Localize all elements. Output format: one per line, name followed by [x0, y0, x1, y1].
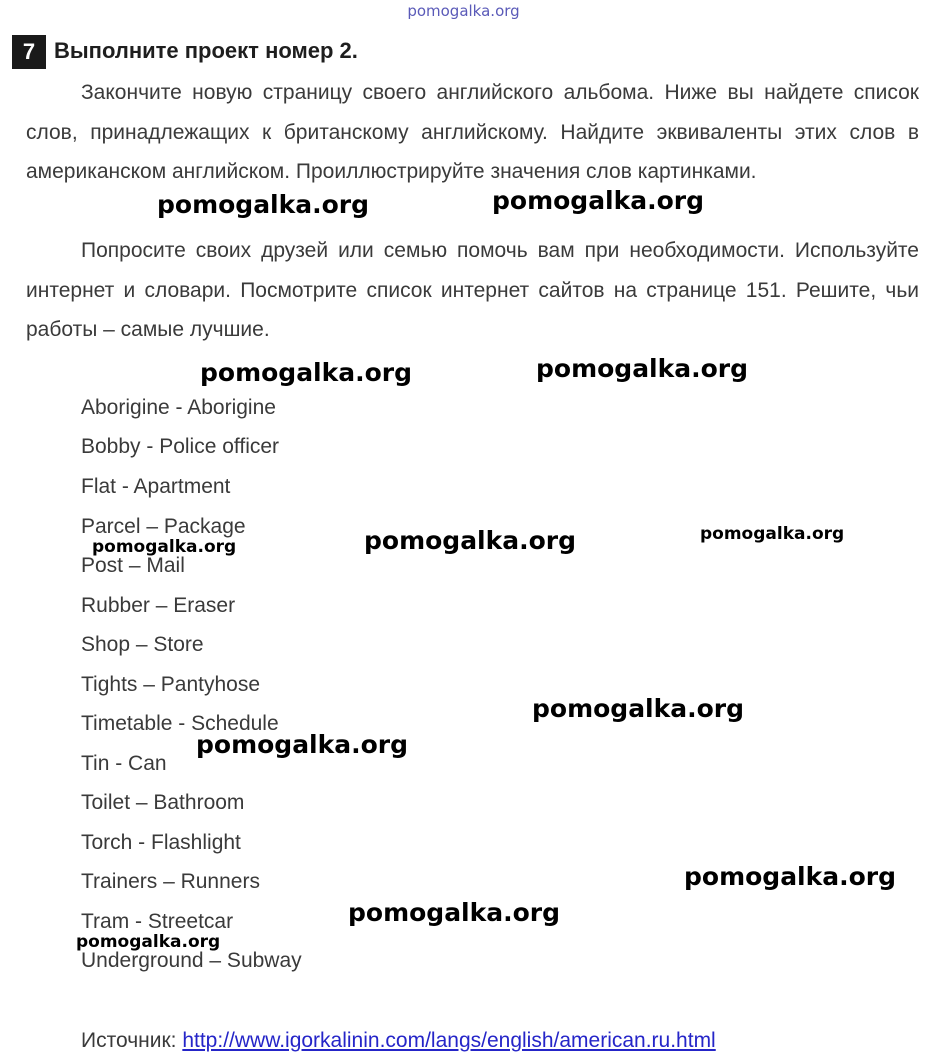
task-number-badge: 7 [12, 35, 46, 69]
watermark: pomogalka.org [684, 862, 897, 891]
list-item: Trainers – Runners [81, 870, 260, 893]
source-label: Источник: [81, 1029, 177, 1052]
watermark: pomogalka.org [532, 694, 745, 723]
watermark: pomogalka.org [157, 190, 370, 219]
list-item: Tram - Streetcar [81, 910, 234, 933]
list-item: Timetable - Schedule [81, 712, 279, 735]
watermark: pomogalka.org [492, 186, 705, 215]
task-title: Выполните проект номер 2. [54, 38, 358, 63]
list-item: Shop – Store [81, 633, 204, 656]
list-item: Tin - Can [81, 752, 167, 775]
top-watermark: pomogalka.org [407, 2, 520, 20]
watermark: pomogalka.org [196, 730, 409, 759]
list-item: Parcel – Package [81, 515, 246, 538]
watermark: pomogalka.org [200, 358, 413, 387]
watermark: pomogalka.org [76, 932, 221, 952]
watermark: pomogalka.org [364, 526, 577, 555]
list-item: Toilet – Bathroom [81, 791, 245, 814]
list-item: Underground – Subway [81, 949, 302, 972]
watermark: pomogalka.org [92, 537, 237, 557]
watermark: pomogalka.org [700, 524, 845, 544]
list-item: Torch - Flashlight [81, 831, 241, 854]
list-item: Aborigine - Aborigine [81, 396, 276, 419]
source-line [81, 1029, 716, 1053]
list-item: Rubber – Eraser [81, 594, 236, 617]
paragraph-2: Попросите своих друзей или семью помочь вам при необходимости. Используйте интернет и словари. Посмотрите список интернет сайтов на странице 151. Решите, чьи работы – самые лучшие. [26, 239, 919, 341]
list-item: Tights – Pantyhose [81, 673, 260, 696]
paragraph-1: Закончите новую страницу своего английского альбома. Ниже вы найдете список слов, принадлежащих к британскому английскому. Найдите эквиваленты этих слов в американском английском. Проиллюстрируйте значения слов картинками. [26, 81, 919, 183]
source-link[interactable]: http://www.igorkalinin.com/langs/english/american.ru.html [182, 1029, 716, 1052]
watermark: pomogalka.org [536, 354, 749, 383]
list-item: Bobby - Police officer [81, 435, 280, 458]
watermark: pomogalka.org [348, 898, 561, 927]
list-item: Flat - Apartment [81, 475, 231, 498]
list-item: Post – Mail [81, 554, 185, 577]
